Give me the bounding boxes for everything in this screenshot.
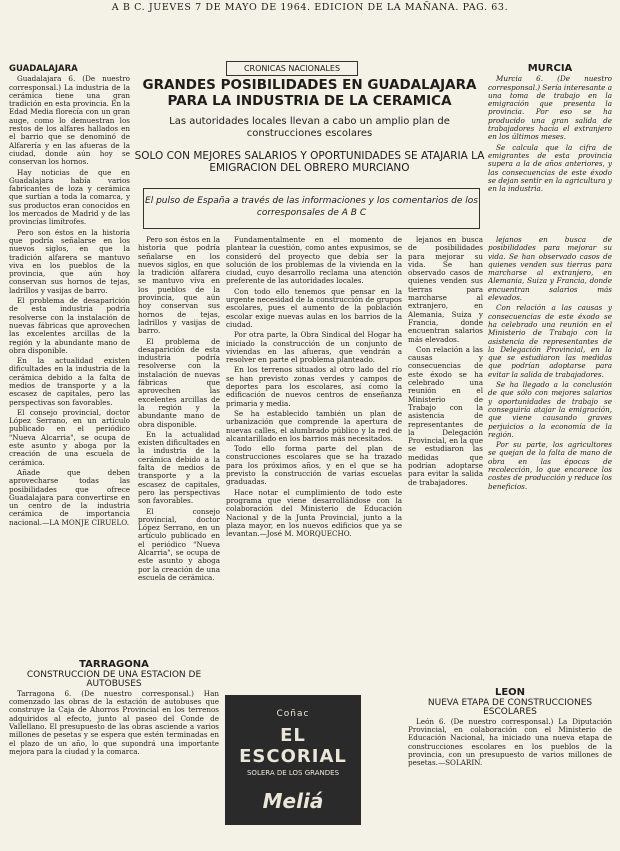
main-headline: GRANDES POSIBILIDADES EN GUADALAJARA PARA LA INDUSTRIA DE LA CERAMICA <box>142 77 477 109</box>
guadalajara-paragraph: Hay noticias de que en Guadalajara había varios fabricantes de loza y cerámica que surtían a toda la comarca, y sus productos eran conocidos en los mercados de Madrid y de las provincias limítrofes. <box>9 167 130 227</box>
murcia-paragraph: Se calcula que la cifra de emigrantes de esta provincia supera a la de años anteriores, y las consecuencias de este éxodo se dejan sentir en la agricultura y en la industria. <box>488 142 612 194</box>
murcia-paragraph: lejanos en busca de posibilidades para mejorar su vida. Se han observado casos de quienes venden sus tierras para marcharse al extranjero, en Alemania, Suiza y Francia, donde encuentran salarios más elevados. <box>488 236 612 303</box>
tarragona-paragraph: Tarragona 6. (De nuestro corresponsal.) Han comenzado las obras de la estación de autobuses que construye la Caja de Ahorros Provincial en los terrenos adquiridos al efecto, junto al paseo del Conde de Vallellano. El presupuesto de las obras asciende a varios millones de pesetas y se espera que estén terminadas en el plazo de un año, lo que supondrá una importante mejora para la ciudad y la comarca. <box>9 688 219 756</box>
guadalajara-continuation <box>138 236 220 646</box>
continuation-paragraph: El consejo provincial, doctor López Serrano, en un artículo publicado en el periódico "Nueva Alcarria", se ocupa de este asunto y aboga por la creación de una escuela de cerámica. <box>138 506 220 582</box>
leon-title: LEON <box>494 688 526 698</box>
continuation-paragraph: El problema de desaparición de esta industria podría resolverse con la instalación de nuevas fábricas que aprovechen las excelentes arcillas de la región y la abundante mano de obra disponible. <box>138 336 220 429</box>
ad-line1: Coñac <box>276 709 310 719</box>
center-paragraph: Todo ello forma parte del plan de construcciones escolares que se ha trazado para los próximos años, y en el que se ha previsto la construcción de varias escuelas graduadas. <box>226 444 402 487</box>
guadalajara-paragraph: En la actualidad existen dificultades en la industria de la cerámica debido a la falta de medios de transporte y a la escasez de capitales, pero las perspectivas son favorables. <box>9 356 130 407</box>
tarragona-headline: CONSTRUCCION DE UNA ESTACION DE AUTOBUSES <box>26 670 202 689</box>
guadalajara-paragraph: El consejo provincial, doctor López Serrano, en un artículo publicado en el periódico "Nueva Alcarria", se ocupa de este asunto y aboga por la creación de una escuela de cerámica. <box>9 407 130 467</box>
boxed-note: El pulso de España a través de las informaciones y los comentarios de los corresponsales de A B C <box>143 188 480 229</box>
center-right-column <box>408 236 483 688</box>
guadalajara-paragraph: Añade que deben aprovecharse todas las posibilidades que ofrece Guadalajara para convertirse en un centro de la industria cerámica de importancia nacional.—LA MONJE CIRUELO. <box>9 467 130 527</box>
ad-brand: Meliá <box>262 789 324 813</box>
center-paragraph: Se ha establecido también un plan de urbanización que comprende la apertura de nuevas calles, el alumbrado público y la red de alcantarillado en los barrios más necesitados. <box>226 408 402 443</box>
continuation-paragraph: En la actualidad existen dificultades en la industria de la cerámica debido a la falta de medios de transporte y a la escasez de capitales, pero las perspectivas son favorables. <box>138 429 220 506</box>
center-paragraph: En los terrenos situados al otro lado del río se han previsto zonas verdes y campos de deportes para los escolares, así como la edificación de nuevos centros de enseñanza primaria y media. <box>226 365 402 408</box>
advertisement <box>225 695 361 825</box>
guadalajara-paragraph: Guadalajara 6. (De nuestro corresponsal.) La industria de la cerámica tiene una gran tradición en esta provincia. En la Edad Media florecía con un gran auge, como lo demuestran los restos de los alfares hallados en el barrio que se denominó de Alfarería y en las afueras de la ciudad, donde aún hoy se conservan los hornos. <box>9 74 130 167</box>
murcia-title: MURCIA <box>527 64 573 74</box>
center-column <box>226 236 402 688</box>
murcia-paragraph: Murcia 6. (De nuestro corresponsal.) Sería interesante a una toma de trabajo en la emigración que presenta la provincia. Por eso se ha producido una gran salida de trabajadores hacia el extranjero en los últimos meses. <box>488 74 612 142</box>
second-headline: SOLO CON MEJORES SALARIOS Y OPORTUNIDADES SE ATAJARIA LA EMIGRACION DEL OBRERO MURCIANO <box>134 150 485 174</box>
center-paragraph: Por otra parte, la Obra Sindical del Hogar ha iniciado la construcción de un conjunto de viviendas en las afueras, que vendrán a resolver en parte el problema planteado. <box>226 330 402 365</box>
main-subheadline: Las autoridades locales llevan a cabo un amplio plan de construcciones escolares <box>169 116 450 139</box>
murcia-paragraph: Por su parte, los agricultores se quejan de la falta de mano de obra en las épocas de recolección, lo que encarece los costes de producción y reduce los beneficios. <box>488 440 612 491</box>
tarragona-article <box>9 660 219 846</box>
continuation-paragraph: Pero son éstos en la historia que podría señalarse en los nuevos siglos, en que la tradición alfarera se mantuvo viva en los pueblos de la provincia, que aún hoy conservan sus hornos de tejas, ladrillos y vasijas de barro. <box>138 236 220 336</box>
center-right-paragraph: lejanos en busca de posibilidades para mejorar su vida. Se han observado casos de quienes venden sus tierras para marcharse al extranjero, en Alemania, Suiza y Francia, donde encuentran salarios más elevados. <box>408 236 483 344</box>
center-paragraph: Con todo ello tenemos que pensar en la urgente necesidad de la construcción de grupos escolares, pues el aumento de la población escolar exige nuevas aulas en los barrios de la ciudad. <box>226 286 402 329</box>
ad-line3: SOLERA DE LOS GRANDES <box>246 769 340 777</box>
center-right-paragraph: Con relación a las causas y consecuencias de este éxodo se ha celebrado una reunión en el Ministerio de Trabajo con la asistencia de representantes de la Delegación Provincial, en la que se estudiaron las medidas que podrían adoptarse para evitar la salida de trabajadores. <box>408 344 483 487</box>
murcia-paragraph: Se ha llegado a la conclusión de que sólo con mejores salarios y oportunidades de trabajo se conseguiría atajar la emigración, que viene causando graves perjuicios a la economía de la región. <box>488 380 612 439</box>
leon-headline: NUEVA ETAPA DE CONSTRUCCIONES ESCOLARES <box>427 698 593 717</box>
center-paragraph: Hace notar el cumplimiento de todo este programa que viene desarrollándose con la colaboración del Ministerio de Educación Nacional y de la Junta Provincial, junto a la plaza mayor, en los nuevos edificios que ya se levantan.—José M. MORQUECHO. <box>226 487 402 539</box>
guadalajara-paragraph: Pero son éstos en la historia que podría señalarse en los nuevos siglos, en que la tradición alfarera se mantuvo viva en los pueblos de la provincia, que aún hoy conservan sus hornos de tejas, ladrillos y vasijas de barro. <box>9 227 130 295</box>
leon-paragraph: León 6. (De nuestro corresponsal.) La Diputación Provincial, en colaboración con el Ministerio de Educación Nacional, ha iniciado una nueva etapa de construcciones escolares en los pueblos de la provincia, con un presupuesto de varios millones de pesetas.—SOLARIN. <box>408 716 612 768</box>
center-paragraph: Fundamentalmente en el momento de plantear la cuestión, como antes expusimos, se consideró del proyecto que debía ser la solución de los problemas de la vivienda en la ciudad, cuyo desarrollo reclama una atención preferente de las autoridades locales. <box>226 236 402 286</box>
guadalajara-column <box>9 64 130 634</box>
page-header: A B C. JUEVES 7 DE MAYO DE 1964. EDICION DE LA MAÑANA. PAG. 63. <box>111 2 509 13</box>
murcia-paragraph: Con relación a las causas y consecuencias de este éxodo se ha celebrado una reunión en el Ministerio de Trabajo con la asistencia de representantes de la Delegación Provincial, en la que se estudiaron las medidas que podrían adoptarse para evitar la salida de trabajadores. <box>488 303 612 379</box>
guadalajara-paragraph: El problema de desaparición de esta industria podría resolverse con la instalación de nuevas fábricas que aprovechen las excelentes arcillas de la región y la abundante mano de obra disponible. <box>9 296 130 355</box>
section-label: CRONICAS NACIONALES <box>226 61 358 76</box>
murcia-column <box>488 64 612 234</box>
murcia-continuation <box>488 236 612 656</box>
ad-line2: EL ESCORIAL <box>239 725 347 767</box>
tarragona-title: TARRAGONA <box>79 660 149 670</box>
leon-article <box>408 688 612 846</box>
guadalajara-title: GUADALAJARA <box>9 64 78 74</box>
